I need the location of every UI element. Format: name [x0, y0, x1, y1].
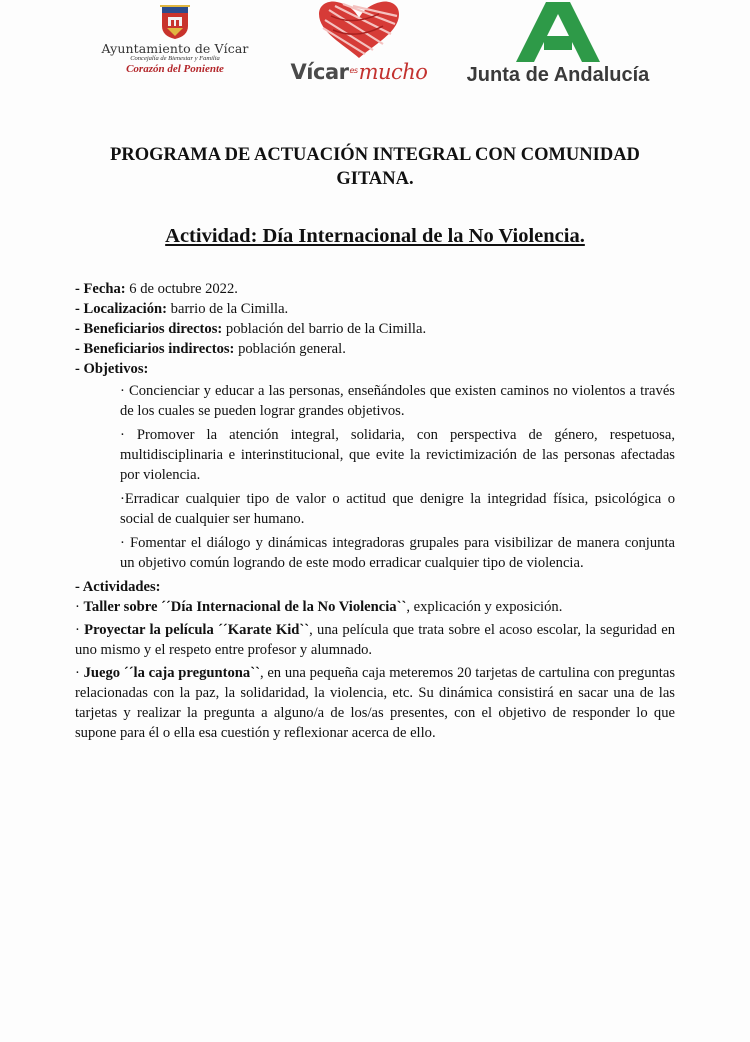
- activity-name: Taller sobre ´´Día Internacional de la No Violencia``: [83, 599, 407, 615]
- activity-item: [75, 620, 675, 660]
- ayuntamiento-motto: Corazón del Poniente: [126, 63, 224, 75]
- activity-text: , en una pequeña caja meteremos 20 tarjetas de cartulina con preguntas relacionadas con la paz, la solidaridad, la violencia, etc. Su dinámica consistirá en sacar una de las tarjetas y realizar la pregunta a alguno/a de los/as presentes, con el objetivo de responder lo que supone para él o ella esa cuestión y reflexionar acerca de ello.: [75, 665, 676, 741]
- detail-value: población del barrio de la Cimilla.: [222, 321, 427, 337]
- junta-wordmark: Junta de Andalucía: [466, 64, 650, 86]
- vicar-word-3: mucho: [358, 60, 428, 84]
- document-body: [75, 279, 675, 746]
- detail-beneficiarios-directos: [75, 319, 675, 339]
- ayuntamiento-subtitle: Concejalía de Bienestar y Familia: [130, 55, 220, 62]
- objectives-list: [120, 381, 675, 573]
- activities-label: - Actividades:: [75, 579, 161, 595]
- objective-item: ·Erradicar cualquier tipo de valor o actitud que denigre la integridad física, psicológica o social de cualquier ser humano.: [120, 491, 675, 527]
- junta-andalucia-logo: [458, 2, 658, 94]
- detail-label: - Beneficiarios indirectos:: [75, 341, 235, 357]
- activity-text: , explicación y exposición.: [406, 599, 563, 615]
- detail-value: 6 de octubre 2022.: [125, 281, 238, 297]
- activity-prefix: ·: [75, 599, 84, 615]
- detail-value: barrio de la Cimilla.: [167, 301, 289, 317]
- activity-item: [75, 663, 675, 743]
- objectives-label: - Objetivos:: [75, 361, 149, 377]
- activity-text: , una película que trata sobre el acoso escolar, la seguridad en uno mismo y el respeto entre profesor y alumnado.: [75, 622, 675, 658]
- ayuntamiento-logo: [100, 4, 250, 86]
- objective-item: · Fomentar el diálogo y dinámicas integradoras grupales para visibilizar de manera conjunta un objetivo común logrando de este modo erradicar cualquier tipo de violencia.: [120, 535, 675, 571]
- activity-prefix: ·: [75, 622, 85, 638]
- activity-title: Actividad: Día Internacional de la No Violencia.: [165, 225, 585, 247]
- activity-name: Juego ´´la caja preguntona``: [83, 665, 260, 681]
- ayuntamiento-name: Ayuntamiento de Vícar: [101, 41, 249, 56]
- objective-item: · Concienciar y educar a las personas, enseñándoles que existen caminos no violentos a través de los cuales se pueden lograr grandes objetivos.: [120, 383, 675, 419]
- activity-name: Proyectar la película ´´Karate Kid``: [84, 622, 310, 638]
- detail-label: - Localización:: [75, 301, 168, 317]
- vicar-wordmark: [284, 60, 434, 84]
- vicar-es-mucho-logo: [284, 0, 434, 92]
- program-title: PROGRAMA DE ACTUACIÓN INTEGRAL CON COMUNIDAD GITANA.: [110, 145, 640, 189]
- activity-item: [75, 597, 675, 617]
- vicar-word-2: es: [349, 66, 358, 75]
- detail-fecha: [75, 279, 675, 299]
- heart-icon: [313, 0, 405, 60]
- objective-item: · Promover la atención integral, solidaria, con perspectiva de género, respetuosa, multidisciplinaria e interinstitucional, que evite la revictimización de las personas afectadas por violencia.: [120, 427, 675, 483]
- junta-a-icon: [516, 2, 600, 62]
- coat-of-arms-icon: [159, 4, 191, 40]
- activity-prefix: ·: [75, 665, 84, 681]
- detail-beneficiarios-indirectos: [75, 339, 675, 359]
- vicar-word-1: Vícar: [290, 60, 349, 84]
- detail-label: - Beneficiarios directos:: [75, 321, 223, 337]
- detail-localizacion: [75, 299, 675, 319]
- detail-value: población general.: [234, 341, 346, 357]
- detail-label: - Fecha:: [75, 281, 126, 297]
